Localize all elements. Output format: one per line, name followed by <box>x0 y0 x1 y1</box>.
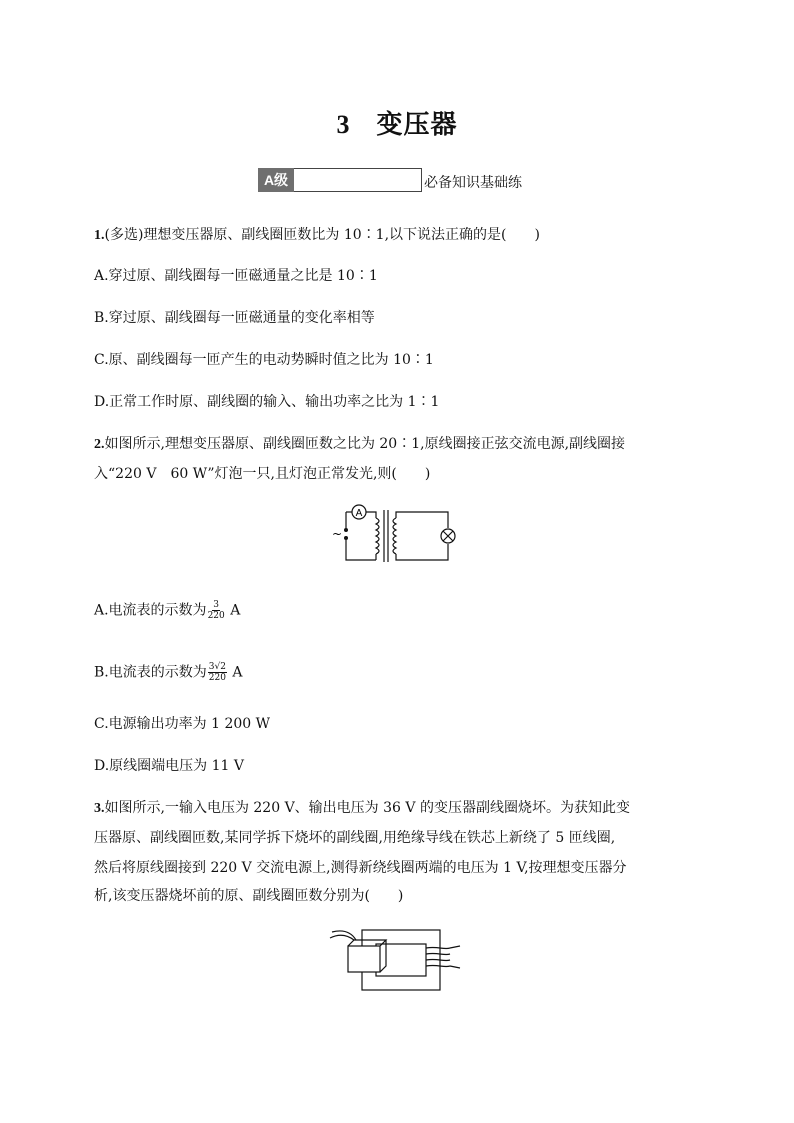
q2-stem-line1 <box>94 434 625 455</box>
q3-stem-text1: 如图所示,一输入电压为 220 V、输出电压为 36 V 的变压器副线圈烧坏。为获知此变 <box>104 800 630 816</box>
section-title: 变压器 <box>376 110 458 140</box>
q2-stem-text1: 如图所示,理想变压器原、副线圈匝数之比为 20∶1,原线圈接正弦交流电源,副线圈接 <box>104 436 626 452</box>
q3-stem-line4: 析,该变压器烧坏前的原、副线圈匝数分别为( ) <box>94 888 404 904</box>
q3-number: 3. <box>94 801 105 816</box>
q2-option-d: D.原线圈端电压为 11 V <box>94 758 245 774</box>
q3-stem-line1 <box>94 798 630 819</box>
fraction-a <box>208 600 225 621</box>
q1-stem <box>94 225 540 246</box>
ac-source-symbol: ~ <box>332 527 343 541</box>
q1-option-d: D.正常工作时原、副线圈的输入、输出功率之比为 1∶1 <box>94 394 440 410</box>
section-number: 3 <box>336 110 351 139</box>
q2-option-a-text: A.电流表的示数为 <box>94 602 207 619</box>
fraction-a-num: 3 <box>213 600 220 610</box>
ammeter-label: A <box>355 508 363 519</box>
q2-stem-line2: 入“220 V 60 W”灯泡一只,且灯泡正常发光,则( ) <box>94 466 431 482</box>
level-header <box>258 166 522 192</box>
transformer-core-diagram <box>326 922 468 994</box>
q2-option-b <box>94 662 243 683</box>
level-box <box>294 168 422 192</box>
q2-option-a <box>94 600 240 621</box>
level-badge: A级 <box>258 168 294 192</box>
transformer-circuit-diagram <box>332 496 462 570</box>
q3-stem-line3: 然后将原线圈接到 220 V 交流电源上,测得新绕线圈两端的电压为 1 V,按理想变压器分 <box>94 860 627 876</box>
fraction-b-den: 220 <box>208 673 226 683</box>
level-label: 必备知识基础练 <box>424 175 522 191</box>
terminal-dot-bottom <box>344 536 348 540</box>
fraction-b <box>208 662 227 683</box>
q2-option-b-unit: A <box>232 664 243 681</box>
q2-option-a-unit: A <box>230 602 241 619</box>
q1-option-c: C.原、副线圈每一匝产生的电动势瞬时值之比为 10∶1 <box>94 352 434 368</box>
q2-option-c: C.电源输出功率为 1 200 W <box>94 716 271 732</box>
fraction-a-den: 220 <box>207 611 225 621</box>
fraction-b-num: 3√2 <box>208 662 226 672</box>
q3-stem-line2: 压器原、副线圈匝数,某同学拆下烧坏的副线圈,用绝缘导线在铁芯上新绕了 5 匝线圈, <box>94 830 616 846</box>
q2-option-b-text: B.电流表的示数为 <box>94 664 207 681</box>
q2-number: 2. <box>94 437 105 452</box>
page-title <box>0 104 794 141</box>
q1-option-a: A.穿过原、副线圈每一匝磁通量之比是 10∶1 <box>94 268 378 284</box>
q1-stem-text: (多选)理想变压器原、副线圈匝数比为 10∶1,以下说法正确的是( ) <box>104 227 540 243</box>
terminal-dot-top <box>344 528 348 532</box>
q1-option-b: B.穿过原、副线圈每一匝磁通量的变化率相等 <box>94 310 375 326</box>
q1-number: 1. <box>94 228 105 243</box>
